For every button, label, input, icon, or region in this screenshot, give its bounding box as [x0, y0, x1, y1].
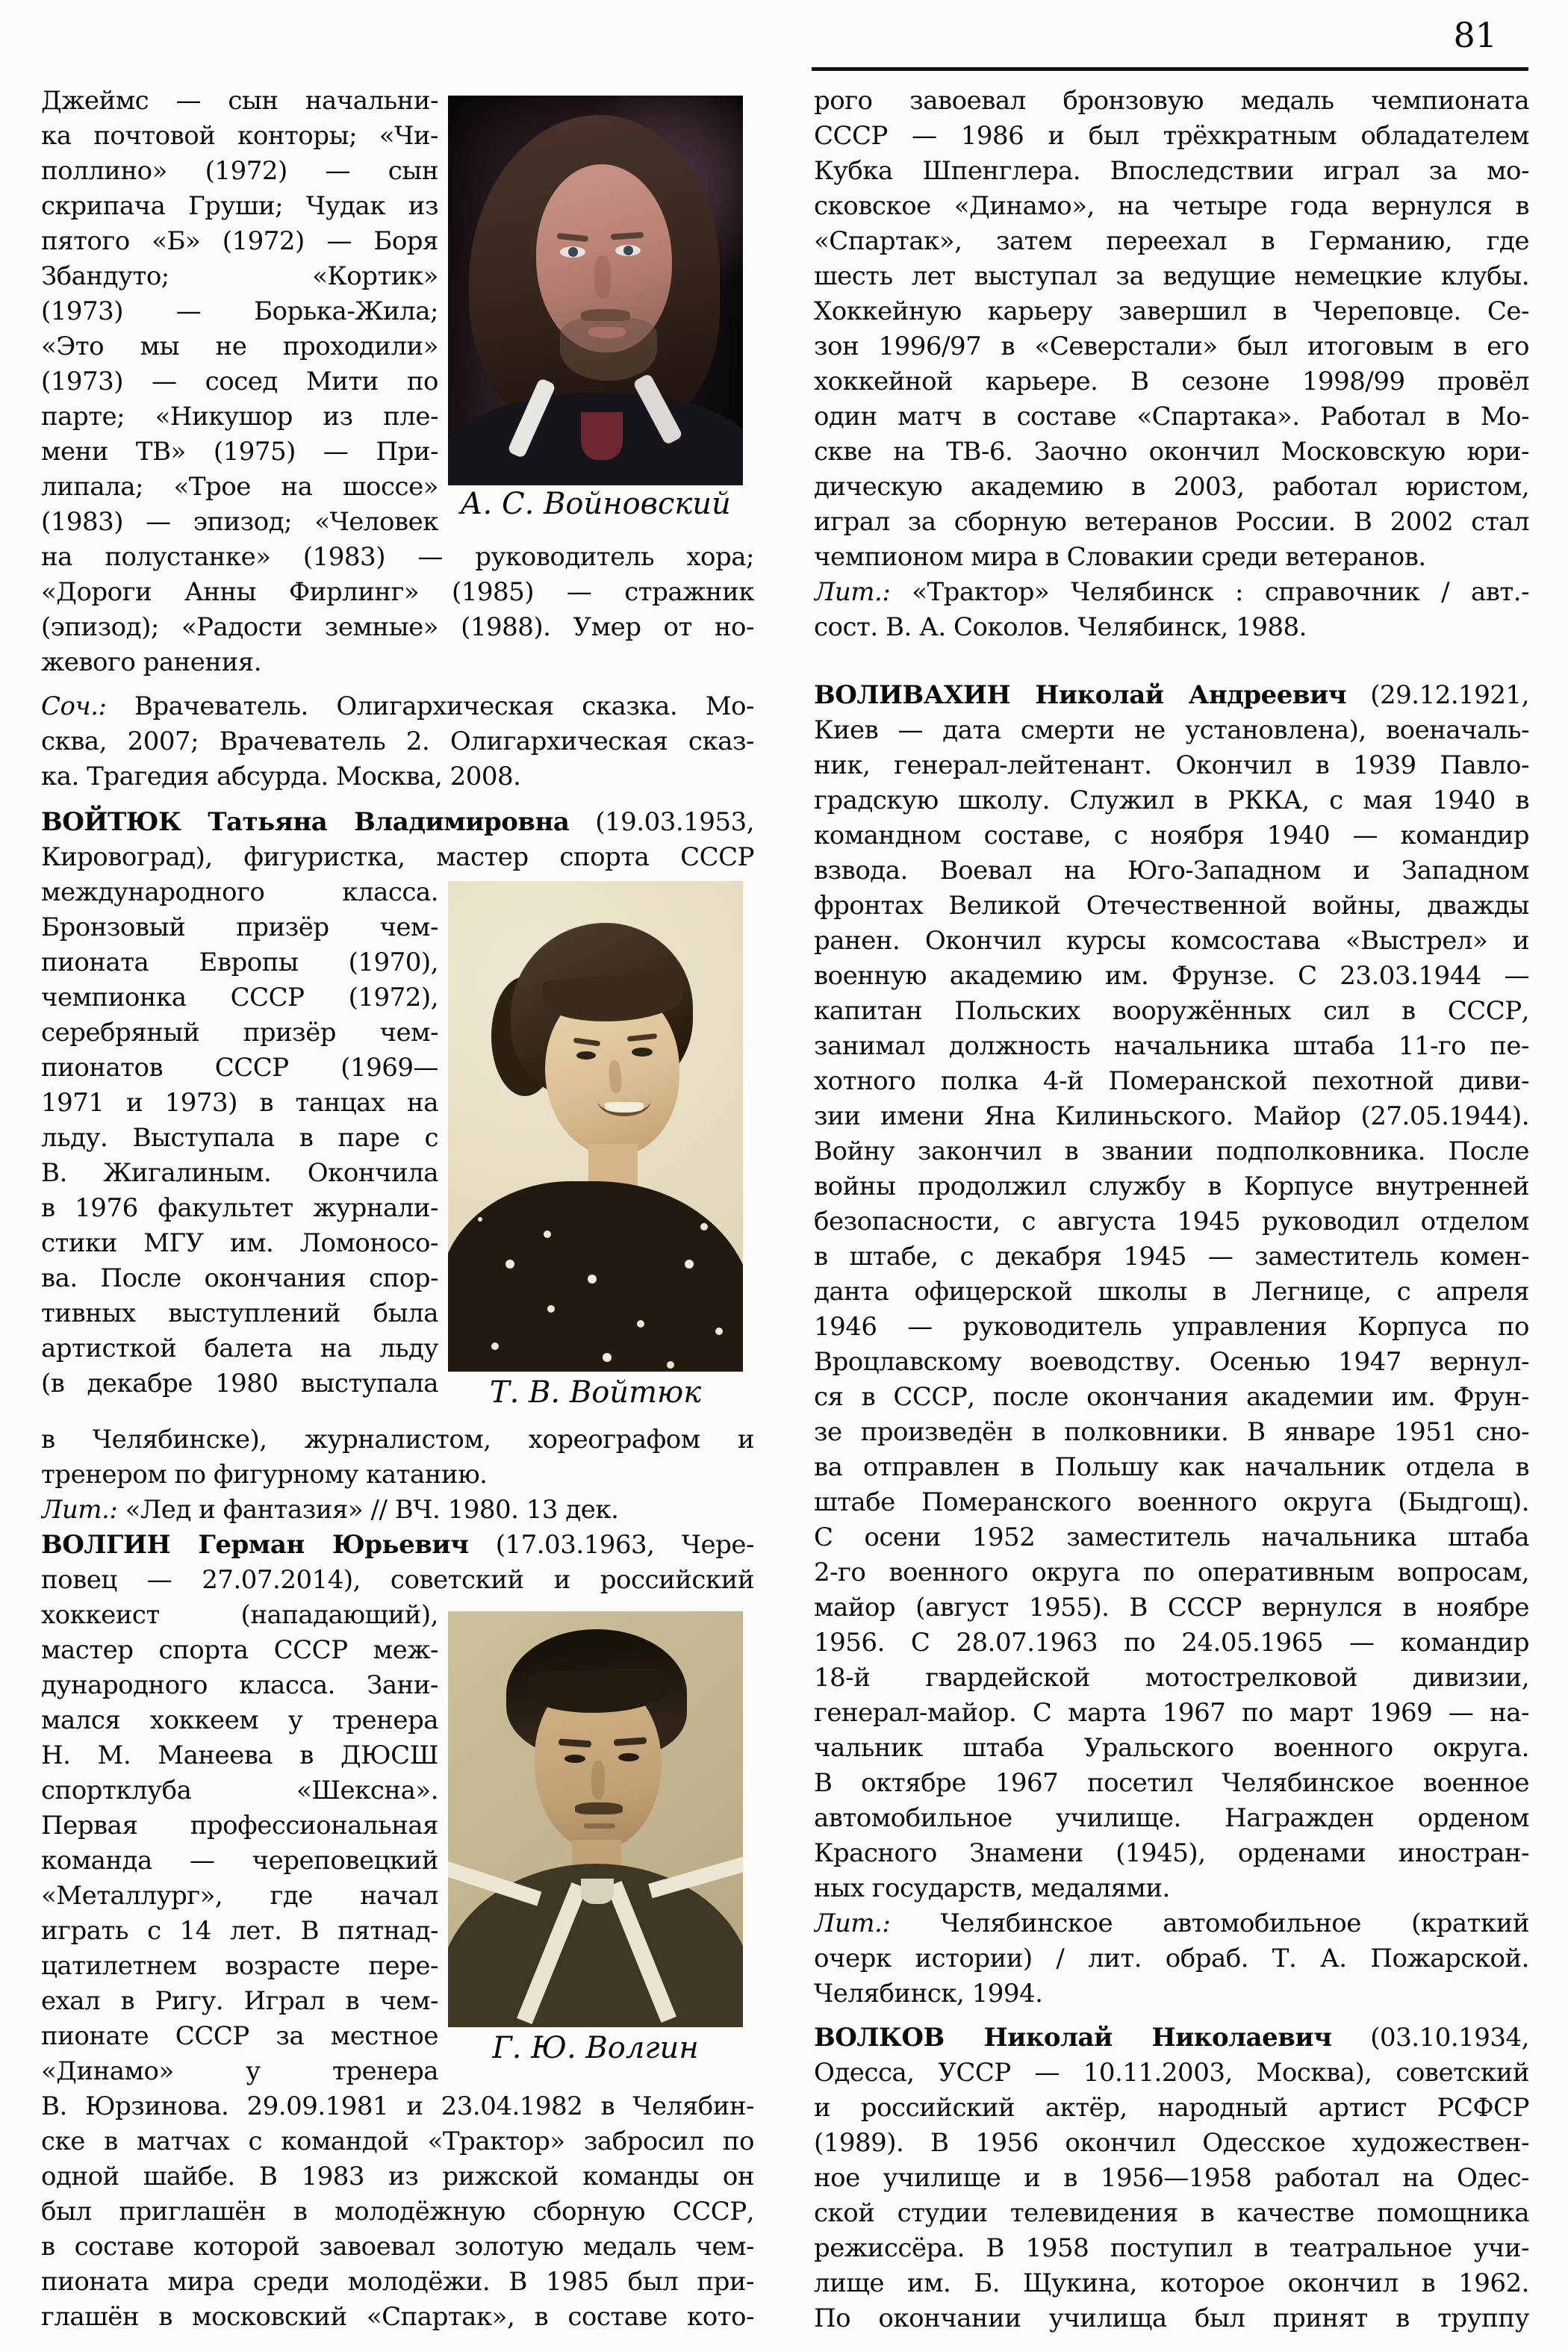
- line-text: ва. После окончания спор-: [41, 1263, 438, 1293]
- text-line: [41, 1914, 438, 1949]
- text-line: [41, 119, 438, 154]
- shirt-shape: [581, 412, 623, 460]
- text-line: [41, 1156, 438, 1191]
- text-line: [814, 1766, 1529, 1801]
- text-line: [814, 1520, 1529, 1555]
- line-text: Збандуто; «Кортик»: [41, 261, 438, 291]
- text-line: [41, 980, 438, 1015]
- text-line: [41, 2300, 754, 2335]
- line-text: глашён в московский «Спартак», в составе кото-: [41, 2302, 754, 2332]
- line-text: (19.03.1953,: [569, 807, 754, 837]
- line-text: Н. М. Манеева в ДЮСШ: [41, 1740, 438, 1770]
- text-line: [814, 470, 1529, 505]
- line-text: (1973) — сосед Мити по: [41, 367, 438, 396]
- line-text: в составе которой завоевал золотую медаль чем-: [41, 2232, 754, 2262]
- dress-sparkles: [478, 1217, 482, 1222]
- line-text: в Челябинске), журналистом, хореографом и: [41, 1425, 754, 1455]
- line-text: пятого «Б» (1972) — Боря: [41, 226, 438, 256]
- text-line: [814, 2161, 1529, 2196]
- header-rule: [812, 67, 1528, 71]
- pupil-shape: [623, 246, 633, 255]
- text-line: [41, 1015, 438, 1051]
- line-text: зии имени Яна Килиньского. Майор (27.05.1944).: [814, 1101, 1529, 1131]
- line-text: в 1976 факультет журнали-: [41, 1193, 438, 1223]
- text-line: [41, 945, 438, 980]
- text-line: [41, 1261, 438, 1296]
- line-text: майор (август 1955). В СССР вернулся в ноябре: [814, 1593, 1529, 1623]
- line-text: один матч в составе «Спартака». Работал в Мо-: [814, 402, 1529, 432]
- text-block: [814, 84, 1529, 645]
- text-line: [814, 189, 1529, 224]
- line-text: играл за сборную ветеранов России. В 2002 стал: [814, 507, 1529, 537]
- text-line: [41, 1086, 438, 1121]
- line-text: зон 1996/97 в «Северстали» был итоговым в его: [814, 332, 1529, 361]
- page-number: 81: [1453, 15, 1497, 55]
- line-text: ных государств, медалями.: [814, 1873, 1170, 1903]
- pupil-shape: [568, 247, 578, 257]
- line-text: дународного класса. Зани-: [41, 1670, 438, 1700]
- text-line: [41, 1633, 438, 1668]
- text-line: [814, 1415, 1529, 1450]
- text-line: [41, 1191, 438, 1226]
- line-text: (1989). В 1956 окончил Одесское художествен-: [814, 2128, 1529, 2158]
- text-block: [41, 1528, 754, 1598]
- line-text: Войну закончил в звании подполковника. После: [814, 1136, 1529, 1166]
- line-text: В октябре 1967 посетил Челябинское военное: [814, 1768, 1529, 1798]
- line-text: (эпизод); «Радости земные» (1988). Умер от но-: [41, 612, 754, 642]
- text-line: [41, 1563, 754, 1598]
- nose-shape: [591, 1761, 605, 1799]
- mouth-shape: [588, 327, 626, 338]
- line-text: ка. Трагедия абсурда. Москва, 2008.: [41, 762, 521, 791]
- text-line: [814, 1906, 1529, 1941]
- portrait-photo-volgin: [448, 1611, 743, 2027]
- line-text: 2-го военного округа по оперативным вопросам,: [814, 1558, 1529, 1587]
- text-line: [41, 2019, 438, 2054]
- text-line: [814, 294, 1529, 329]
- line-text: рого завоевал бронзовую медаль чемпионата: [814, 86, 1529, 116]
- text-line: [814, 924, 1529, 959]
- line-text: липала; «Трое на шоссе»: [41, 472, 438, 502]
- line-text: ка почтовой конторы; «Чи-: [41, 121, 438, 151]
- line-text: повец — 27.07.2014), советский и российский: [41, 1565, 754, 1595]
- line-text: «Металлург», где начал: [41, 1881, 438, 1911]
- text-line: [41, 1738, 438, 1773]
- text-line: [814, 1590, 1529, 1625]
- text-line: [41, 2194, 754, 2230]
- text-line: [814, 1625, 1529, 1661]
- line-text: (в декабре 1980 выступала: [41, 1369, 438, 1399]
- line-text: спортклуба «Шексна».: [41, 1776, 438, 1805]
- portrait-photo-voytyuk: [448, 881, 743, 1372]
- line-text: (1973) — Борька-Жила;: [41, 296, 438, 326]
- line-text: (17.03.1963, Чере-: [468, 1530, 754, 1560]
- line-text: льду. Выступала в паре с: [41, 1123, 438, 1153]
- text-block: [41, 805, 754, 875]
- line-text: «Это мы не проходили»: [41, 332, 438, 361]
- line-text: Первая профессиональная: [41, 1811, 438, 1841]
- text-line: [41, 1528, 754, 1563]
- text-line: [41, 2124, 754, 2159]
- text-line: [814, 2091, 1529, 2126]
- text-line: [41, 1422, 754, 1457]
- line-bold-text: ВОЛИВАХИН Николай Андреевич: [814, 680, 1347, 710]
- text-block: [41, 540, 754, 680]
- line-text: сква, 2007; Врачеватель 2. Олигархическая сказ-: [41, 727, 754, 756]
- line-text: шесть лет выступал за ведущие немецкие клубы.: [814, 261, 1529, 291]
- line-text: международного класса.: [41, 877, 438, 907]
- line-text: серебряный призёр чем-: [41, 1018, 438, 1048]
- line-text: Врачеватель. Олигархическая сказка. Мо-: [106, 691, 754, 721]
- line-text: стики МГУ им. Ломоносо-: [41, 1228, 438, 1258]
- text-line: [814, 1976, 1529, 2012]
- line-text: генерал-майор. С марта 1967 по март 1969 — на-: [814, 1698, 1529, 1728]
- text-line: [814, 84, 1529, 119]
- line-text: «Спартак», затем переехал в Германию, где: [814, 226, 1529, 256]
- line-text: «Дороги Анны Фирлинг» (1985) — стражник: [41, 577, 754, 607]
- line-text: По окончании училища был принят в труппу: [814, 2303, 1529, 2333]
- text-line: [41, 2230, 754, 2265]
- text-line: [814, 259, 1529, 294]
- line-text: капитан Польских вооружённых сил в СССР,: [814, 996, 1529, 1026]
- text-line: [814, 2266, 1529, 2301]
- line-italic-text: Соч.:: [41, 691, 107, 721]
- text-line: [41, 805, 754, 840]
- text-line: [814, 1310, 1529, 1345]
- nose-shape: [594, 255, 611, 299]
- line-text: ва отправлен в Польшу как начальник отдела в: [814, 1452, 1529, 1482]
- mustache-shape: [575, 1802, 623, 1814]
- text-line: [814, 1661, 1529, 1696]
- text-line: [814, 1801, 1529, 1836]
- text-line: [41, 2265, 754, 2300]
- line-text: очерк истории) / лит. обраб. Т. А. Пожарской.: [814, 1944, 1529, 1973]
- text-line: [814, 329, 1529, 364]
- line-text: военную академию им. Фрунзе. С 23.03.1944 —: [814, 961, 1529, 991]
- text-line: [814, 575, 1529, 610]
- text-line: [41, 505, 438, 540]
- line-italic-text: Лит.:: [814, 1908, 891, 1938]
- text-line: [41, 1844, 438, 1879]
- text-line: [814, 1731, 1529, 1766]
- line-text: градскую школу. Служил в РККА, с мая 1940 в: [814, 785, 1529, 815]
- line-text: 1956. С 28.07.1963 по 24.05.1965 — командир: [814, 1628, 1529, 1658]
- text-line: [41, 470, 438, 505]
- text-block: [814, 678, 1529, 2012]
- line-text: тивных выступлений была: [41, 1298, 438, 1328]
- text-line: [814, 1204, 1529, 1239]
- line-text: ное училище и в 1956—1958 работал на Одес-: [814, 2163, 1529, 2193]
- line-text: чемпионом мира в Словакии среди ветеранов.: [814, 542, 1426, 572]
- photo-caption: Г. Ю. Волгин: [492, 2031, 699, 2065]
- text-line: [41, 1668, 438, 1703]
- eye-shape: [576, 1051, 596, 1060]
- text-line: [41, 294, 438, 329]
- text-block: [41, 689, 754, 794]
- text-line: [814, 119, 1529, 154]
- text-line: [814, 1239, 1529, 1275]
- text-line: [814, 1169, 1529, 1204]
- text-line: [814, 1836, 1529, 1871]
- line-text: на полустанке» (1983) — руководитель хора;: [41, 542, 754, 572]
- text-line: [41, 189, 438, 224]
- text-line: [814, 364, 1529, 399]
- text-line: [814, 1450, 1529, 1485]
- line-text: лище им. Б. Щукина, которое окончил в 1962.: [814, 2268, 1529, 2298]
- text-line: [41, 610, 754, 645]
- text-line: [814, 889, 1529, 924]
- text-line: [41, 1226, 438, 1261]
- line-text: тренером по фигурному катанию.: [41, 1460, 488, 1490]
- line-text: (03.10.1934,: [1331, 2023, 1529, 2053]
- line-text: ранен. Окончил курсы комсостава «Выстрел» и: [814, 926, 1529, 956]
- line-text: Кубка Шпенглера. Впоследствии играл за мо-: [814, 156, 1529, 186]
- text-line: [41, 259, 438, 294]
- text-line: [814, 1871, 1529, 1906]
- line-text: пионата мира среди молодёжи. В 1985 был при-: [41, 2267, 754, 2297]
- text-line: [41, 840, 754, 875]
- text-line: [41, 1051, 438, 1086]
- line-bold-text: ВОЛКОВ Николай Николаевич: [814, 2023, 1332, 2053]
- line-text: пионатов СССР (1969—: [41, 1053, 438, 1083]
- line-text: безопасности, с августа 1945 руководил отделом: [814, 1207, 1529, 1236]
- text-line: [814, 540, 1529, 575]
- line-text: ехал в Ригу. Играл в чем-: [41, 1986, 438, 2016]
- text-line: [41, 1331, 438, 1366]
- mustache-shape: [581, 309, 630, 321]
- eye-shape: [632, 1048, 653, 1057]
- line-text: данта офицерской школы в Легнице, с апреля: [814, 1277, 1529, 1307]
- line-bold-text: ВОЙТЮК Татьяна Владимировна: [41, 807, 570, 837]
- text-line: [814, 1064, 1529, 1099]
- line-text: парте; «Никушор из пле-: [41, 402, 438, 432]
- text-line: [814, 959, 1529, 994]
- line-text: штабе Померанского военного округа (Быдгощ).: [814, 1487, 1529, 1517]
- line-text: команда — череповецкий: [41, 1846, 438, 1876]
- line-text: скве на ТВ-6. Заочно окончил Московскую юри-: [814, 437, 1529, 467]
- line-text: занимал должность начальника штаба 11-го пе-: [814, 1031, 1529, 1061]
- text-line: [41, 645, 754, 680]
- text-line: [41, 329, 438, 364]
- text-line: [41, 1773, 438, 1808]
- line-text: ске в матчах с командой «Трактор» забросил по: [41, 2127, 754, 2156]
- line-text: (1983) — эпизод; «Человек: [41, 507, 438, 537]
- line-bold-text: ВОЛГИН Герман Юрьевич: [41, 1530, 469, 1560]
- text-line: [41, 724, 754, 759]
- text-line: [814, 2196, 1529, 2231]
- line-text: играть с 14 лет. В пятнад-: [41, 1916, 438, 1946]
- text-line: [41, 1121, 438, 1156]
- text-line: [41, 2089, 754, 2124]
- line-text: сковское «Динамо», на четыре года вернулся в: [814, 191, 1529, 221]
- text-line: [814, 435, 1529, 470]
- line-text: зе произведён в полковники. В январе 1951 сно-: [814, 1417, 1529, 1447]
- text-line: [41, 224, 438, 259]
- text-line: [814, 818, 1529, 853]
- line-text: ся в СССР, после окончания академии им. Фрун-: [814, 1382, 1529, 1412]
- line-text: и российский актёр, народный артист РСФСР: [814, 2093, 1529, 2123]
- line-text: Бронзовый призёр чем-: [41, 912, 438, 942]
- line-text: чальник штаба Уральского военного округа.: [814, 1733, 1529, 1763]
- line-italic-text: Лит.:: [814, 577, 891, 607]
- text-block: [41, 2089, 754, 2335]
- line-text: в штабе, с декабря 1945 — заместитель комен-: [814, 1242, 1529, 1272]
- line-text: скрипача Груши; Чудак из: [41, 191, 438, 221]
- line-text: мени ТВ» (1975) — При-: [41, 437, 438, 467]
- text-line: [814, 2231, 1529, 2266]
- text-line: [41, 399, 438, 435]
- line-text: взвода. Воевал на Юго-Западном и Западном: [814, 856, 1529, 886]
- text-line: [41, 875, 438, 910]
- text-line: [814, 1380, 1529, 1415]
- text-line: [814, 154, 1529, 189]
- text-line: [814, 1345, 1529, 1380]
- text-line: [41, 154, 438, 189]
- text-line: [814, 853, 1529, 889]
- line-text: Челябинское автомобильное (краткий: [890, 1908, 1529, 1938]
- line-text: пионата Европы (1970),: [41, 948, 438, 977]
- line-text: 1971 и 1973) в танцах на: [41, 1088, 438, 1118]
- text-line: [41, 910, 438, 945]
- line-text: Кировоград), фигуристка, мастер спорта СССР: [41, 842, 754, 872]
- line-text: Хоккейную карьеру завершил в Череповце. Се-: [814, 296, 1529, 326]
- line-text: пионате СССР за местное: [41, 2021, 438, 2051]
- text-line: [814, 678, 1529, 713]
- line-text: 18-й гвардейской мотострелковой дивизии,: [814, 1663, 1529, 1693]
- dress-shape: [448, 1181, 743, 1372]
- text-line: [41, 1703, 438, 1738]
- line-text: мастер спорта СССР меж-: [41, 1635, 438, 1665]
- line-text: хоккеист (нападающий),: [41, 1600, 438, 1630]
- line-text: командном составе, с ноября 1940 — командир: [814, 821, 1529, 850]
- line-text: Киев — дата смерти не установлена), военачаль-: [814, 715, 1529, 745]
- text-line: [814, 748, 1529, 783]
- text-block: [814, 2020, 1529, 2336]
- text-line: [41, 1296, 438, 1331]
- text-line: [814, 1134, 1529, 1169]
- text-line: [41, 575, 754, 610]
- text-line: [41, 1366, 438, 1401]
- text-line: [41, 364, 438, 399]
- text-line: [814, 994, 1529, 1029]
- text-line: [814, 2126, 1529, 2161]
- line-text: Вроцлавскому воеводству. Осенью 1947 вернул-: [814, 1347, 1529, 1377]
- text-line: [41, 435, 438, 470]
- text-line: [41, 689, 754, 724]
- line-text: СССР — 1986 и был трёхкратным обладателем: [814, 121, 1529, 151]
- text-line: [814, 2056, 1529, 2091]
- text-line: [41, 1949, 438, 1984]
- text-line: [814, 1029, 1529, 1064]
- text-block: [41, 875, 438, 1401]
- text-line: [41, 1808, 438, 1844]
- line-text: Джеймс — сын начальни-: [41, 86, 438, 116]
- text-line: [41, 2159, 754, 2194]
- line-text: чемпионка СССР (1972),: [41, 983, 438, 1012]
- line-text: В. Жигалиным. Окончила: [41, 1158, 438, 1188]
- text-line: [814, 505, 1529, 540]
- line-text: 1946 — руководитель управления Корпуса по: [814, 1312, 1529, 1342]
- text-line: [814, 399, 1529, 435]
- photo-caption: А. С. Войновский: [460, 487, 731, 521]
- mouth-shape: [584, 1823, 615, 1829]
- line-text: цатилетнем возрасте пере-: [41, 1951, 438, 1981]
- text-line: [814, 1485, 1529, 1520]
- eye-shape: [618, 1753, 639, 1761]
- text-line: [41, 84, 438, 119]
- text-line: [41, 1457, 754, 1493]
- line-italic-text: Лит.:: [41, 1495, 118, 1525]
- line-text: «Трактор» Челябинск : справочник / авт.-: [890, 577, 1529, 607]
- line-text: ник, генерал-лейтенант. Окончил в 1939 Павло-: [814, 750, 1529, 780]
- portrait-photo-voynovsky: [448, 96, 743, 485]
- line-text: одной шайбе. В 1983 из рижской команды он: [41, 2162, 754, 2191]
- text-line: [41, 1493, 754, 1528]
- line-text: хоккейной карьере. В сезоне 1998/99 провёл: [814, 367, 1529, 396]
- text-line: [41, 1598, 438, 1633]
- eye-shape: [564, 1755, 585, 1763]
- line-text: был приглашён в молодёжную сборную СССР,: [41, 2197, 754, 2227]
- undershirt-shape: [581, 1879, 614, 1904]
- text-line: [814, 2301, 1529, 2336]
- text-line: [814, 610, 1529, 645]
- text-line: [41, 1879, 438, 1914]
- line-text: Челябинск, 1994.: [814, 1979, 1043, 2009]
- line-text: войны продолжил службу в Корпусе внутренней: [814, 1172, 1529, 1201]
- text-block: [41, 84, 438, 540]
- photo-caption: Т. В. Войтюк: [489, 1375, 702, 1410]
- text-line: [814, 1555, 1529, 1590]
- line-text: Красного Знамени (1945), орденами иностран-: [814, 1838, 1529, 1868]
- line-text: режиссёра. В 1958 поступил в театральное учи-: [814, 2233, 1529, 2263]
- text-line: [814, 783, 1529, 818]
- line-text: С осени 1952 заместитель начальника штаба: [814, 1522, 1529, 1552]
- line-text: фронтах Великой Отечественной войны, дважды: [814, 891, 1529, 921]
- line-text: ской студии телевидения в качестве помощника: [814, 2198, 1529, 2228]
- line-text: дическую академию в 2003, работал юристом,: [814, 472, 1529, 502]
- text-line: [814, 1099, 1529, 1134]
- text-line: [814, 713, 1529, 748]
- line-text: В. Юрзинова. 29.09.1981 и 23.04.1982 в Челябин-: [41, 2091, 754, 2121]
- line-text: Одесса, УССР — 10.11.2003, Москва), советский: [814, 2058, 1529, 2088]
- line-text: поллино» (1972) — сын: [41, 156, 438, 186]
- line-text: «Лед и фантазия» // ВЧ. 1980. 13 дек.: [117, 1495, 619, 1525]
- text-block: [41, 1422, 754, 1528]
- line-text: «Динамо» у тренера: [41, 2056, 438, 2086]
- text-line: [814, 1696, 1529, 1731]
- text-line: [814, 1941, 1529, 1976]
- line-text: мался хоккеем у тренера: [41, 1705, 438, 1735]
- text-line: [814, 1275, 1529, 1310]
- line-text: (29.12.1921,: [1346, 680, 1529, 710]
- line-text: сост. В. А. Соколов. Челябинск, 1988.: [814, 612, 1307, 642]
- text-line: [41, 759, 754, 794]
- line-text: хотного полка 4-й Померанской пехотной диви-: [814, 1066, 1529, 1096]
- text-line: [814, 224, 1529, 259]
- text-line: [814, 2020, 1529, 2056]
- text-line: [41, 2054, 438, 2089]
- line-text: жевого ранения.: [41, 647, 261, 677]
- line-text: автомобильное училище. Награжден орденом: [814, 1803, 1529, 1833]
- teeth-shape: [605, 1102, 644, 1113]
- text-block: [41, 1598, 438, 2089]
- text-line: [41, 540, 754, 575]
- text-line: [41, 1984, 438, 2019]
- line-text: артисткой балета на льду: [41, 1334, 438, 1363]
